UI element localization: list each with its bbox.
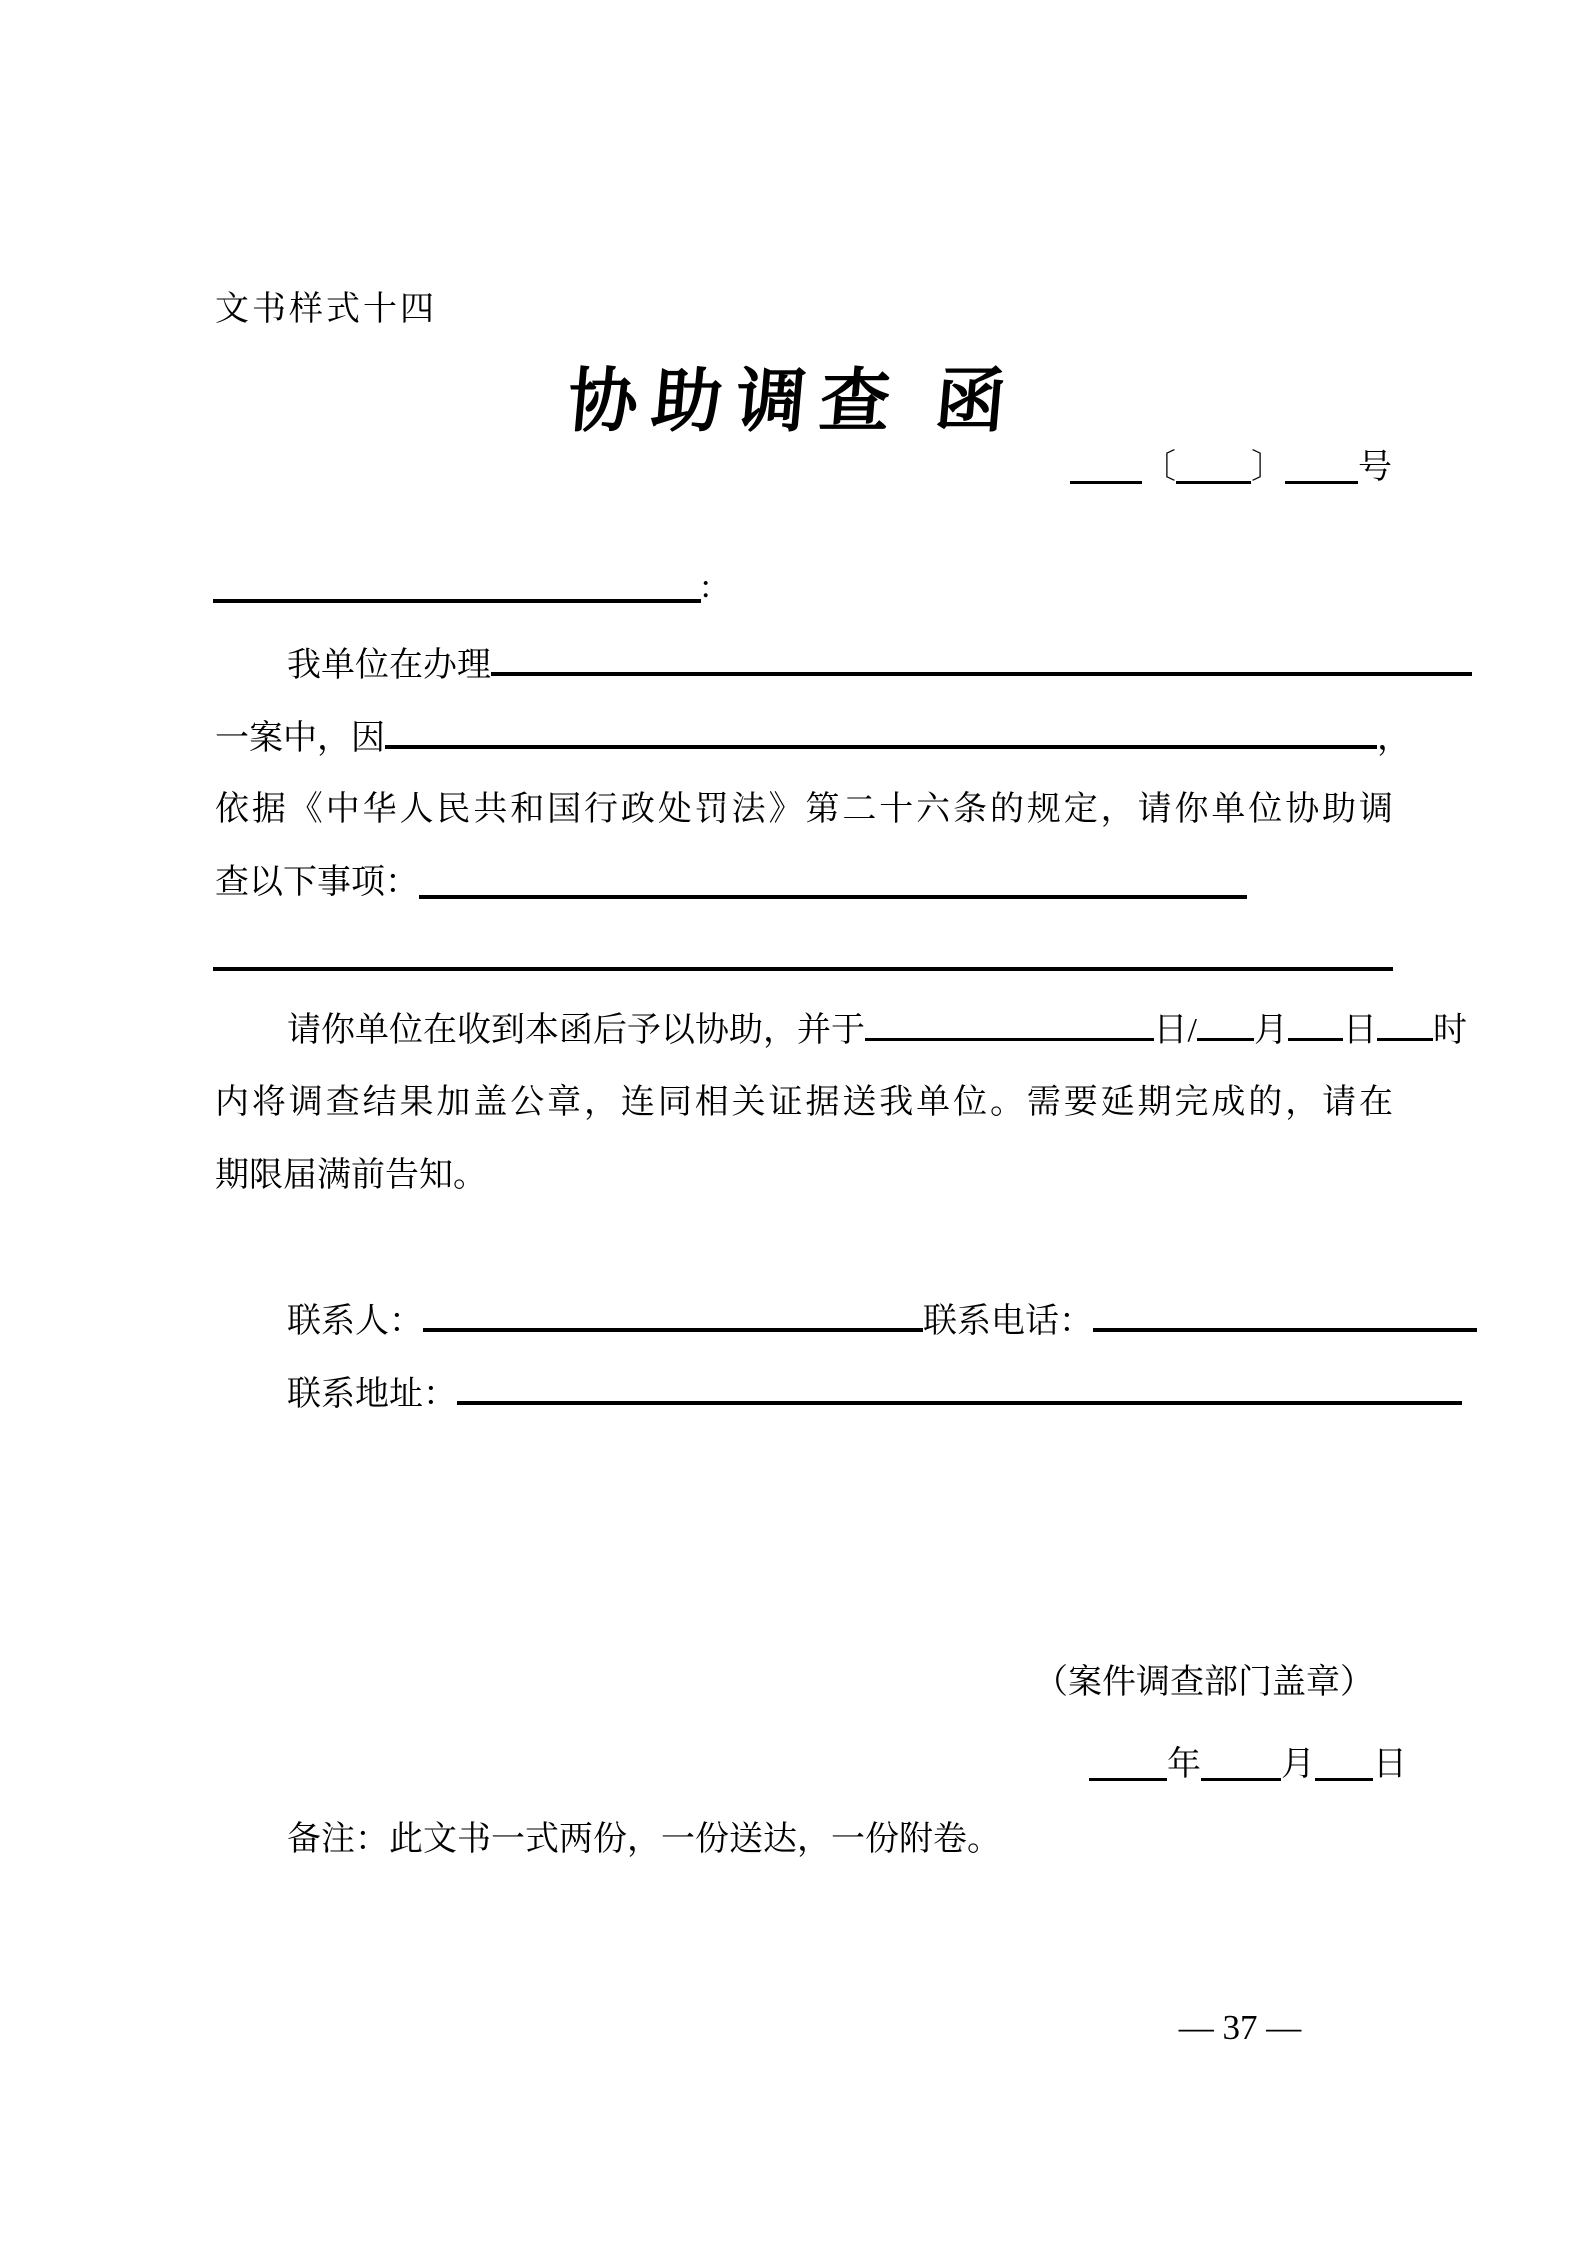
addressee-blank bbox=[213, 569, 701, 603]
document-title: 协助调查 函 bbox=[564, 364, 1023, 441]
contact-address-blank bbox=[457, 1371, 1462, 1405]
deadline-hour-blank bbox=[1377, 1008, 1433, 1041]
items-continuation-rule bbox=[213, 967, 1393, 971]
case-name-blank bbox=[491, 642, 1472, 676]
doc-number-open-bracket: 〔 bbox=[1142, 449, 1176, 486]
reason-blank bbox=[385, 715, 1377, 749]
date-month-blank bbox=[1201, 1748, 1281, 1781]
request-line-notify: 期限届满前告知。 bbox=[215, 1157, 487, 1194]
date-year-blank bbox=[1089, 1748, 1167, 1781]
deadline-day-slash-label: 日/ bbox=[1153, 1012, 1197, 1049]
addressee-colon: : bbox=[701, 568, 711, 605]
date-month-label: 月 bbox=[1281, 1746, 1315, 1783]
doc-number-close-bracket: 〕 bbox=[1251, 449, 1285, 486]
stamp-note: （案件调查部门盖章） bbox=[1034, 1664, 1374, 1701]
request-line-return: 内将调查结果加盖公章，连同相关证据送我单位。需要延期完成的，请在 bbox=[215, 1084, 1393, 1121]
deadline-dayofmonth-blank bbox=[1288, 1008, 1343, 1041]
doc-number-blank-serial bbox=[1285, 451, 1358, 484]
items-blank bbox=[419, 865, 1247, 899]
deadline-hour-label: 时 bbox=[1433, 1012, 1467, 1049]
signature-date-line bbox=[1089, 1743, 1407, 1787]
doc-number-line bbox=[1070, 446, 1392, 490]
date-day-blank bbox=[1315, 1748, 1373, 1781]
doc-number-suffix: 号 bbox=[1358, 449, 1392, 486]
request-deadline-text: 请你单位在收到本函后予以协助，并于 bbox=[287, 1012, 865, 1049]
doc-style-label: 文书样式十四 bbox=[215, 291, 437, 328]
date-year-label: 年 bbox=[1167, 1746, 1201, 1783]
contact-line bbox=[215, 1298, 1477, 1344]
body-line-legal-basis: 依据《中华人民共和国行政处罚法》第二十六条的规定，请你单位协助调 bbox=[215, 791, 1393, 828]
doc-number-blank-prefix bbox=[1070, 451, 1142, 484]
deadline-days-blank bbox=[865, 1008, 1154, 1041]
body-items-text: 查以下事项： bbox=[215, 864, 419, 901]
deadline-day-label: 日 bbox=[1343, 1012, 1377, 1049]
page-number: — 37 — bbox=[1178, 2008, 1302, 2047]
contact-address-label: 联系地址： bbox=[287, 1376, 457, 1413]
contact-address-line bbox=[215, 1371, 1462, 1417]
deadline-month-label: 月 bbox=[1254, 1012, 1288, 1049]
contact-phone-label: 联系电话： bbox=[923, 1303, 1093, 1340]
body-line-reason bbox=[215, 715, 1411, 761]
body-reason-comma: ， bbox=[1377, 720, 1411, 757]
deadline-month-blank bbox=[1197, 1008, 1254, 1041]
body-reason-text: 一案中，因 bbox=[215, 720, 385, 757]
request-line-deadline bbox=[215, 1008, 1467, 1053]
contact-person-label: 联系人： bbox=[287, 1303, 423, 1340]
remark-line: 备注：此文书一式两份，一份送达，一份附卷。 bbox=[287, 1821, 1001, 1858]
body-line-case bbox=[215, 642, 1472, 688]
date-day-label: 日 bbox=[1373, 1746, 1407, 1783]
body-case-text: 我单位在办理 bbox=[287, 647, 491, 684]
body-line-items bbox=[215, 861, 1247, 905]
doc-number-blank-year bbox=[1176, 451, 1251, 484]
contact-phone-blank bbox=[1093, 1298, 1477, 1332]
addressee-line bbox=[213, 565, 710, 609]
contact-person-blank bbox=[423, 1298, 923, 1332]
